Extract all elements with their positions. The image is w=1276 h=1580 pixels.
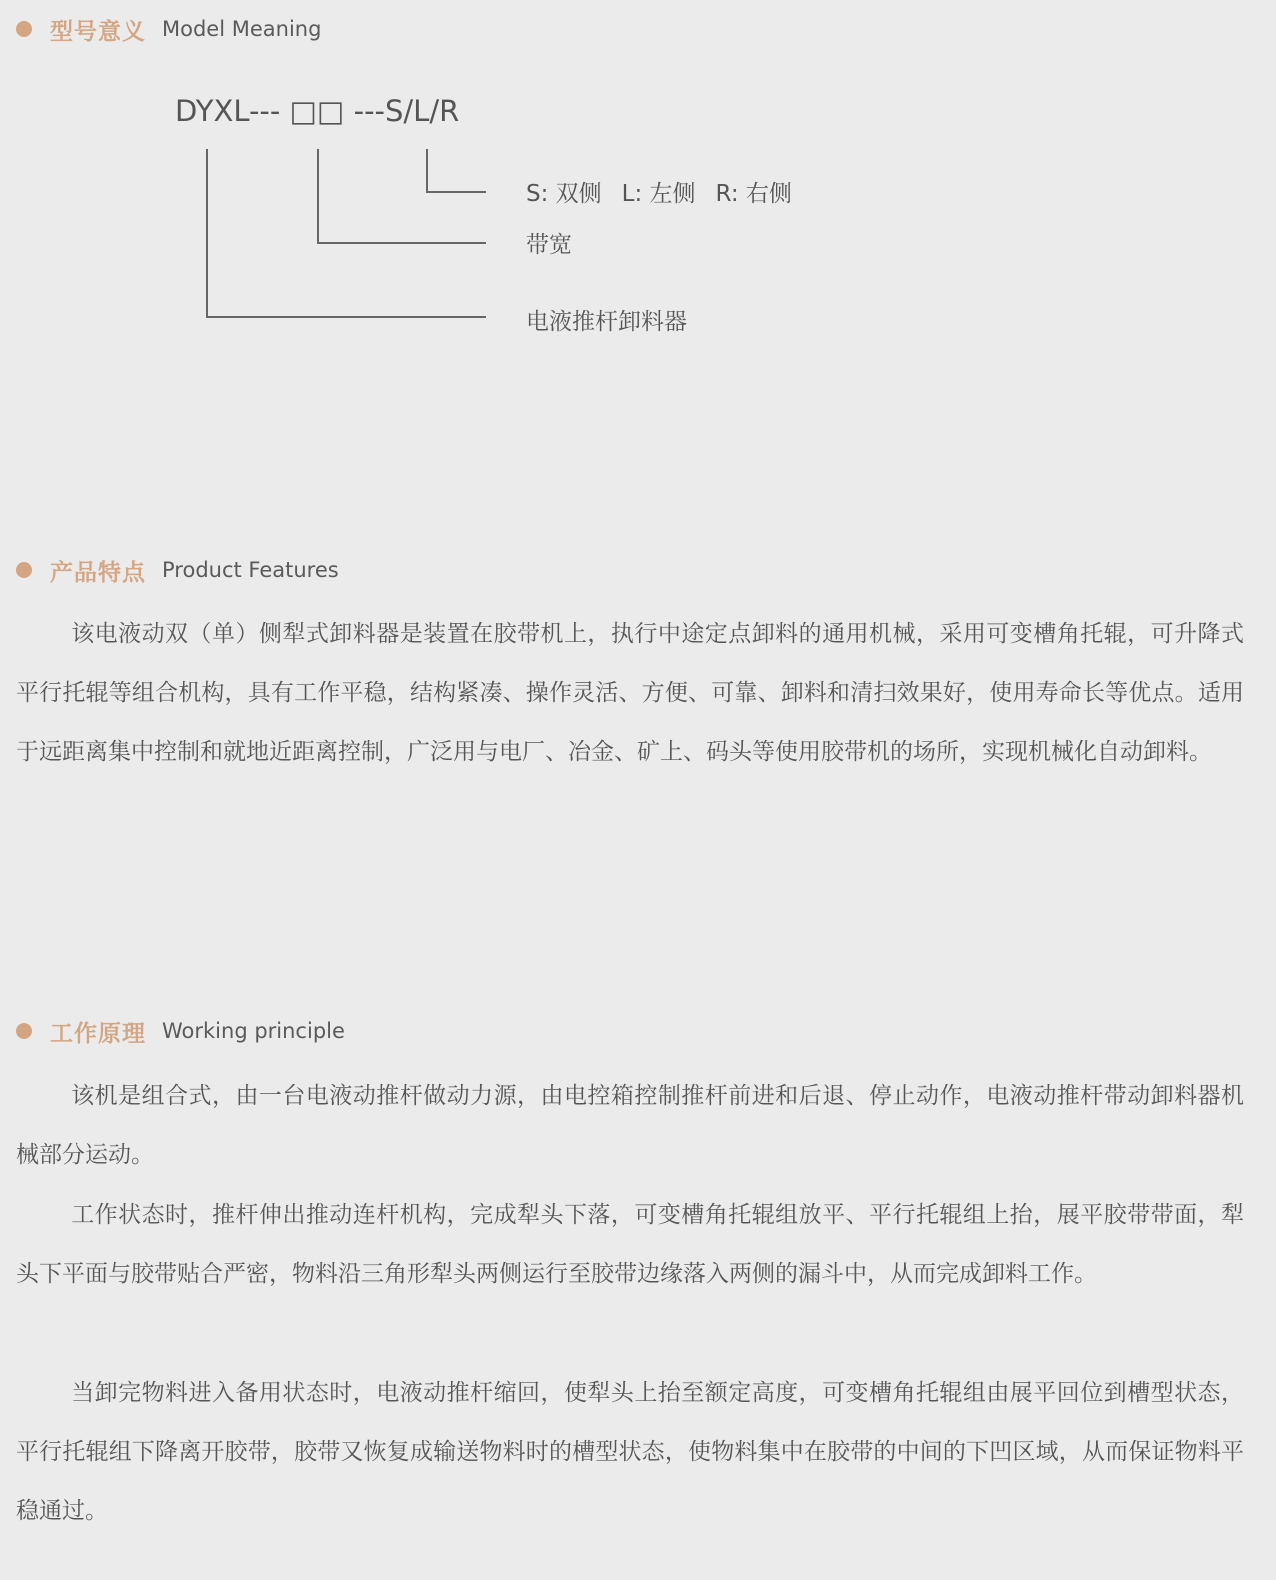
bullet-dot-icon — [16, 1023, 32, 1039]
model-diagram — [0, 0, 1276, 400]
model-code: DYXL--- □□ ---S/L/R — [175, 94, 460, 128]
section-title-cn: 工作原理 — [50, 1020, 146, 1047]
label-side-r: R: 右侧 — [715, 181, 792, 207]
section-title-en: Product Features — [162, 558, 339, 582]
section-header-product-features — [16, 550, 339, 590]
working-principle-paragraph-2: 工作状态时，推杆伸出推动连杆机构，完成犁头下落，可变槽角托辊组放平、平行托辊组上抬，展平胶带带面，犁头下平面与胶带贴合严密，物料沿三角形犁头两侧运行至胶带边缘落入两侧的漏斗中，从而完成卸料工作。 — [16, 1202, 1244, 1287]
section-header-working-principle — [16, 1011, 345, 1051]
section-title-cn: 型号意义 — [50, 18, 146, 45]
label-side-options — [526, 175, 792, 208]
working-principle-paragraph-3: 当卸完物料进入备用状态时，电液动推杆缩回，使犁头上抬至额定高度，可变槽角托辊组由展平回位到槽型状态，平行托辊组下降离开胶带，胶带又恢复成输送物料时的槽型状态，使物料集中在胶带的中间的下凹区域，从而保证物料平稳通过。 — [16, 1380, 1244, 1524]
connector-line-belt-width — [317, 149, 319, 244]
product-features-paragraph: 该电液动双（单）侧犁式卸料器是装置在胶带机上，执行中途定点卸料的通用机械，采用可变槽角托辊，可升降式平行托辊等组合机构，具有工作平稳，结构紧凑、操作灵活、方便、可靠、卸料和清扫效果好，使用寿命长等优点。适用于远距离集中控制和就地近距离控制，广泛用与电厂、冶金、矿上、码头等使用胶带机的场所，实现机械化自动卸料。 — [16, 621, 1244, 765]
connector-line-side-horizontal — [426, 191, 486, 193]
bullet-dot-icon — [16, 562, 32, 578]
label-side-l: L: 左侧 — [621, 181, 696, 207]
connector-line-device — [206, 149, 208, 318]
section-title-en: Working principle — [162, 1019, 345, 1043]
connector-line-device-horizontal — [206, 316, 486, 318]
working-principle-paragraph-1: 该机是组合式，由一台电液动推杆做动力源，由电控箱控制推杆前进和后退、停止动作，电液动推杆带动卸料器机械部分运动。 — [16, 1083, 1244, 1168]
label-side-s: S: 双侧 — [526, 181, 602, 207]
connector-line-side — [426, 149, 428, 193]
label-belt-width: 带宽 — [526, 232, 572, 258]
section-title-cn: 产品特点 — [50, 559, 146, 586]
section-title-en: Model Meaning — [162, 17, 322, 41]
label-device: 电液推杆卸料器 — [526, 309, 687, 335]
connector-line-belt-width-horizontal — [317, 242, 486, 244]
